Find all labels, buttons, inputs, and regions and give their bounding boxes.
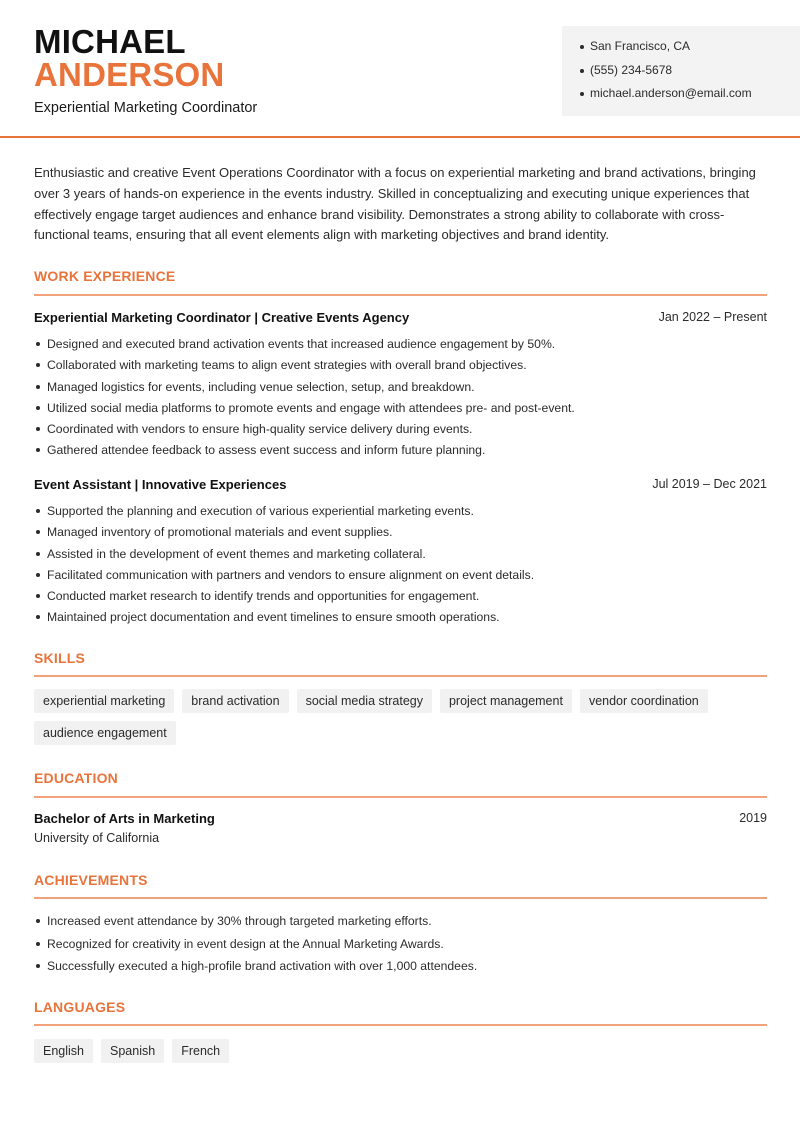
list-item: Coordinated with vendors to ensure high-quality service delivery during events.: [34, 421, 767, 442]
job-2-dates: Jul 2019 – Dec 2021: [652, 477, 767, 491]
job-1-header: [34, 310, 767, 330]
list-item: Managed inventory of promotional materials and event supplies.: [34, 524, 767, 545]
skills-divider: [34, 675, 767, 677]
list-item: Maintained project documentation and event timelines to ensure smooth operations.: [34, 609, 767, 630]
job-title: Experiential Marketing Coordinator: [34, 100, 258, 116]
list-item: Facilitated communication with partners and vendors to ensure alignment on event details.: [34, 567, 767, 588]
list-item: Increased event attendance by 30% through targeted marketing efforts.: [34, 913, 767, 936]
languages-divider: [34, 1024, 767, 1026]
skill-tag: social media strategy: [297, 689, 432, 713]
job-1-bullets: [34, 336, 767, 464]
contact-phone: (555) 234-5678: [580, 63, 800, 87]
list-item: Gathered attendee feedback to assess event success and inform future planning.: [34, 442, 767, 463]
skill-tag: experiential marketing: [34, 689, 174, 713]
education-divider: [34, 796, 767, 798]
achievements-divider: [34, 897, 767, 899]
list-item: Managed logistics for events, including venue selection, setup, and breakdown.: [34, 379, 767, 400]
first-name: MICHAEL: [34, 23, 186, 60]
skill-tag: audience engagement: [34, 721, 176, 745]
skills-tags: [34, 689, 767, 745]
job-2-bullets: [34, 503, 767, 631]
list-item: Utilized social media platforms to promote events and engage with attendees pre- and post-event.: [34, 400, 767, 421]
language-tag: French: [172, 1039, 229, 1063]
education-heading: EDUCATION: [34, 770, 118, 786]
list-item: Assisted in the development of event themes and marketing collateral.: [34, 546, 767, 567]
last-name: ANDERSON: [34, 56, 225, 93]
achievements-heading: ACHIEVEMENTS: [34, 872, 148, 888]
language-tag: English: [34, 1039, 93, 1063]
resume-header: [0, 0, 800, 138]
list-item: Conducted market research to identify trends and opportunities for engagement.: [34, 588, 767, 609]
list-item: Designed and executed brand activation events that increased audience engagement by 50%.: [34, 336, 767, 357]
education-year: 2019: [739, 811, 767, 825]
header-divider: [0, 136, 800, 138]
contact-email: michael.anderson@email.com: [580, 86, 800, 110]
skill-tag: vendor coordination: [580, 689, 708, 713]
work-experience-heading: WORK EXPERIENCE: [34, 268, 176, 284]
job-1-role: Experiential Marketing Coordinator | Creative Events Agency: [34, 310, 410, 325]
job-2-header: [34, 477, 767, 497]
list-item: Collaborated with marketing teams to align event strategies with overall brand objectives.: [34, 357, 767, 378]
skill-tag: project management: [440, 689, 572, 713]
list-item: Successfully executed a high-profile brand activation with over 1,000 attendees.: [34, 958, 767, 981]
achievements-bullets: [34, 913, 767, 981]
summary-paragraph: Enthusiastic and creative Event Operations Coordinator with a focus on experiential marketing and brand activations, bringing over 3 years of hands-on experience in the events industry. Skilled in conceptualizing and executing unique experiences that effectively engage target audiences and enhance brand visibility. Demonstrates a strong ability to collaborate with cross-functional teams, ensuring that all event elements align with marketing objectives and brand identity.: [34, 165, 756, 243]
language-tag: Spanish: [101, 1039, 164, 1063]
skill-tag: brand activation: [182, 689, 288, 713]
job-1-dates: Jan 2022 – Present: [658, 310, 767, 324]
list-item: Supported the planning and execution of various experiential marketing events.: [34, 503, 767, 524]
skills-heading: SKILLS: [34, 650, 85, 666]
languages-heading: LANGUAGES: [34, 999, 126, 1015]
work-experience-divider: [34, 294, 767, 296]
languages-tags: [34, 1039, 767, 1063]
education-school: University of California: [34, 831, 160, 845]
education-degree: Bachelor of Arts in Marketing: [34, 811, 215, 826]
list-item: Recognized for creativity in event design at the Annual Marketing Awards.: [34, 936, 767, 959]
contact-box: [562, 26, 800, 116]
job-2-role: Event Assistant | Innovative Experiences: [34, 477, 287, 492]
contact-location: San Francisco, CA: [580, 39, 800, 63]
